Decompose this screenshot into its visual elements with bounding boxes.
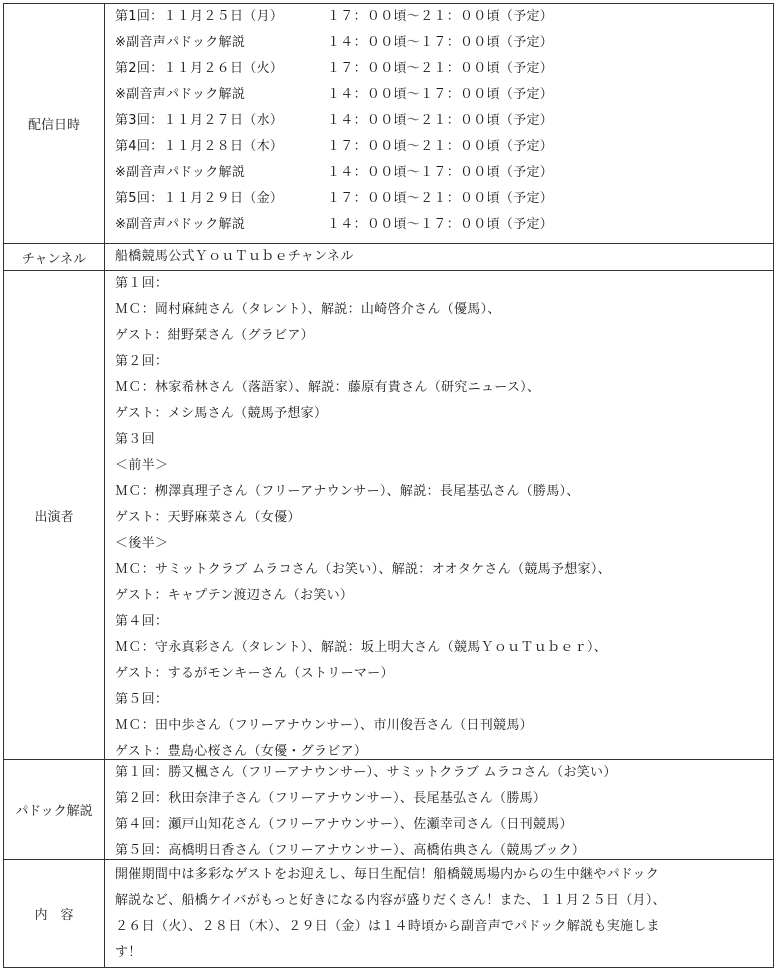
performer-line: ゲスト：紺野栞さん（グラビア）: [115, 328, 314, 343]
content-line: す！: [115, 945, 142, 960]
schedule-session: 第3回：１１月２７日（水）: [115, 113, 284, 128]
schedule-time: １４：００頃～１７：００頃（予定）: [327, 217, 554, 232]
channel-row: [4, 243, 773, 270]
channel-value: 船橋競馬公式ＹｏｕＴｕｂｅチャンネル: [115, 249, 354, 264]
paddock-cell: [105, 760, 773, 859]
schedule-line: [115, 160, 773, 186]
paddock-label: パドック解説: [4, 760, 105, 859]
performer-line: ＭＣ：守永真彩さん（タレント）、解説：坂上明大さん（競馬ＹｏｕＴｕｂｅｒ）、: [115, 640, 608, 655]
paddock-row: [4, 759, 773, 859]
performers-row: [4, 270, 773, 759]
performer-line: ＜後半＞: [115, 536, 169, 551]
content-row: [4, 859, 773, 967]
schedule-time: １７：００頃～２１：００頃（予定）: [327, 61, 554, 76]
paddock-line: 第５回：高橋明日香さん（フリーアナウンサー）、高橋佑典さん（競馬ブック）: [115, 843, 586, 858]
performer-line: 第５回：: [115, 692, 169, 707]
performer-line: ＭＣ：サミットクラブ ムラコさん（お笑い）、解説：オオタケさん（競馬予想家）、: [115, 562, 611, 577]
channel-cell: [105, 244, 773, 270]
paddock-line: 第１回：勝又楓さん（フリーアナウンサー）、サミットクラブ ムラコさん（お笑い）: [115, 765, 617, 780]
schedule-line: [115, 134, 773, 160]
schedule-time: １７：００頃～２１：００頃（予定）: [327, 191, 554, 206]
schedule-session: ※副音声パドック解説: [115, 217, 246, 232]
schedule-session: 第1回：１１月２５日（月）: [115, 9, 284, 24]
content-label: 内 容: [4, 860, 105, 967]
schedule-line: [115, 186, 773, 212]
performer-line: ＭＣ：田中歩さん（フリーアナウンサー）、市川俊吾さん（日刊競馬）: [115, 718, 533, 733]
schedule-line: [115, 108, 773, 134]
paddock-line: 第２回：秋田奈津子さん（フリーアナウンサー）、長尾基弘さん（勝馬）: [115, 791, 547, 806]
performer-line: 第３回: [115, 432, 155, 447]
schedule-line: [115, 56, 773, 82]
schedule-time: １４：００頃～２１：００頃（予定）: [327, 113, 554, 128]
content-line: 解説など、船橋ケイバがもっと好きになる内容が盛りだくさん！また、１１月２５日（月）、: [115, 893, 666, 908]
performer-line: ゲスト：天野麻菜さん（女優）: [115, 510, 301, 525]
performer-line: 第１回：: [115, 276, 169, 291]
schedule-cell: [105, 4, 773, 243]
performers-label: 出演者: [4, 271, 105, 759]
schedule-line: [115, 82, 773, 108]
performer-line: ＭＣ：栁澤真理子さん（フリーアナウンサー）、解説：長尾基弘さん（勝馬）、: [115, 484, 580, 499]
content-line: 開催期間中は多彩なゲストをお迎えし、毎日生配信！船橋競馬場内からの生中継やパドック: [115, 867, 660, 882]
schedule-session: ※副音声パドック解説: [115, 35, 246, 50]
schedule-time: １４：００頃～１７：００頃（予定）: [327, 87, 554, 102]
performer-line: ゲスト：するがモンキーさん（ストリーマー）: [115, 666, 394, 681]
schedule-session: 第5回：１１月２９日（金）: [115, 191, 284, 206]
performer-line: ＭＣ：岡村麻純さん（タレント）、解説：山崎啓介さん（優馬）、: [115, 302, 501, 317]
schedule-session: ※副音声パドック解説: [115, 165, 246, 180]
paddock-line: 第４回：瀬戸山知花さん（フリーアナウンサー）、佐瀬幸司さん（日刊競馬）: [115, 817, 573, 832]
schedule-time: １４：００頃～１７：００頃（予定）: [327, 35, 554, 50]
schedule-line: [115, 4, 773, 30]
performers-cell: [105, 271, 773, 759]
performer-line: ＭＣ：林家希林さん（落語家）、解説：藤原有貴さん（研究ニュース）、: [115, 380, 541, 395]
schedule-line: [115, 212, 773, 238]
schedule-time: １７：００頃～２１：００頃（予定）: [327, 9, 554, 24]
schedule-session: 第4回：１１月２８日（木）: [115, 139, 284, 154]
performer-line: ゲスト：豊島心桜さん（女優・グラビア）: [115, 744, 368, 759]
performer-line: ゲスト：メシ馬さん（競馬予想家）: [115, 406, 328, 421]
schedule-row: [4, 4, 773, 243]
schedule-session: ※副音声パドック解説: [115, 87, 246, 102]
performer-line: 第２回：: [115, 354, 169, 369]
channel-label: チャンネル: [4, 244, 105, 270]
schedule-line: [115, 30, 773, 56]
schedule-session: 第2回：１１月２６日（火）: [115, 61, 284, 76]
performer-line: ゲスト：キャプテン渡辺さん（お笑い）: [115, 588, 354, 603]
performer-line: 第４回：: [115, 614, 169, 629]
performer-line: ＜前半＞: [115, 458, 169, 473]
broadcast-info-table: [3, 3, 774, 968]
schedule-time: １４：００頃～１７：００頃（予定）: [327, 165, 554, 180]
schedule-label: 配信日時: [4, 4, 105, 243]
content-cell: [105, 860, 773, 967]
content-line: ２６日（火）、２８日（木）、２９日（金）は１４時頃から副音声でパドック解説も実施しま: [115, 919, 660, 934]
schedule-time: １７：００頃～２１：００頃（予定）: [327, 139, 554, 154]
